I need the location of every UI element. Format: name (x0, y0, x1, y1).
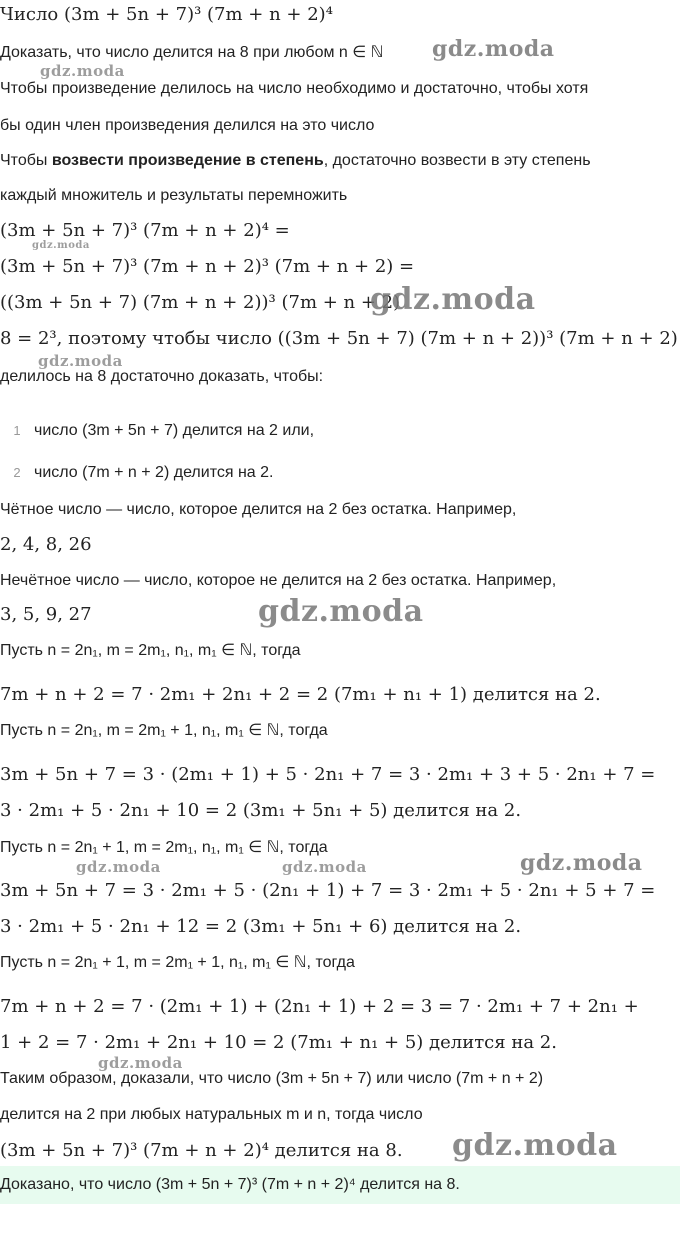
line-odd-def: Нечётное число — число, которое не делится на 2 без остатка. Например, (0, 572, 557, 589)
line-conclusion-1: Таким образом, доказали, что число (3m + 5n + 7) или число (7m + n + 2) (0, 1070, 544, 1087)
line-case-2: Пусть n = 2n₁, m = 2m₁ + 1, n₁, m₁ ∈ ℕ, тогда (0, 722, 328, 739)
watermark-logo: gdz.moda (520, 850, 643, 876)
list-item-2 (0, 462, 680, 484)
line-case-1: Пусть n = 2n₁, m = 2m₁, n₁, m₁ ∈ ℕ, тогда (0, 642, 301, 659)
watermark-logo: gdz.moda (282, 858, 367, 876)
line-problem-expression: Число (3m + 5n + 7)³ (7m + n + 2)⁴ (0, 4, 333, 25)
line-case-1-proof: 7m + n + 2 = 7 · 2m₁ + 2n₁ + 2 = 2 (7m₁ + n₁ + 1) делится на 2. (0, 684, 601, 705)
line-odd-examples: 3, 5, 9, 27 (0, 604, 92, 625)
line-conclusion-2: делится на 2 при любых натуральных m и n, тогда число (0, 1106, 423, 1123)
list-item-text: число (7m + n + 2) делится на 2. (34, 464, 274, 481)
line-task: Доказать, что число делится на 8 при любом n ∈ ℕ (0, 44, 384, 61)
line-case-2-proof-1: 3m + 5n + 7 = 3 · (2m₁ + 1) + 5 · 2n₁ + 7 = 3 · 2m₁ + 3 + 5 · 2n₁ + 7 = (0, 764, 656, 785)
line-conclusion-3: (3m + 5n + 7)³ (7m + n + 2)⁴ делится на 8. (0, 1140, 403, 1161)
line-power-rule (0, 150, 680, 172)
watermark-logo: gdz.moda (258, 594, 424, 629)
list-item-number: 1 (13, 423, 21, 438)
watermark-logo: gdz.moda (98, 1054, 183, 1072)
watermark-logo: gdz.moda (38, 352, 123, 370)
line-even-examples: 2, 4, 8, 26 (0, 534, 92, 555)
line-case-4-proof-2: 1 + 2 = 7 · 2m₁ + 2n₁ + 10 = 2 (7m₁ + n₁ + 5) делится на 2. (0, 1032, 557, 1053)
line-case-2-proof-2: 3 · 2m₁ + 5 · 2n₁ + 10 = 2 (3m₁ + 5n₁ + 5) делится на 2. (0, 800, 522, 821)
line-rule-2: бы один член произведения делился на это число (0, 117, 375, 134)
line-eight-power: 8 = 2³, поэтому чтобы число ((3m + 5n + 7) (7m + n + 2))³ (7m + n + 2) (0, 328, 678, 349)
line-case-3: Пусть n = 2n₁ + 1, m = 2m₁, n₁, m₁ ∈ ℕ, тогда (0, 839, 328, 856)
line-case-4-proof-1: 7m + n + 2 = 7 · (2m₁ + 1) + (2n₁ + 1) + 2 = 3 = 7 · 2m₁ + 7 + 2n₁ + (0, 996, 639, 1017)
line-rule-1: Чтобы произведение делилось на число необходимо и достаточно, чтобы хотя (0, 80, 589, 97)
list-item-text: число (3m + 5n + 7) делится на 2 или, (34, 422, 315, 439)
line-even-def: Чётное число — число, которое делится на 2 без остатка. Например, (0, 501, 517, 518)
power-rule-pre: Чтобы (0, 152, 52, 169)
watermark-logo: gdz.moda (76, 858, 161, 876)
list-item-number: 2 (13, 465, 21, 480)
power-rule-link[interactable]: возвести произведение в степень (51, 152, 324, 169)
line-case-3-proof-1: 3m + 5n + 7 = 3 · 2m₁ + 5 · (2n₁ + 1) + 7 = 3 · 2m₁ + 5 · 2n₁ + 5 + 7 = (0, 880, 656, 901)
line-case-3-proof-2: 3 · 2m₁ + 5 · 2n₁ + 12 = 2 (3m₁ + 5n₁ + 6) делится на 2. (0, 916, 522, 937)
line-enough-to-prove: делилось на 8 достаточно доказать, чтобы: (0, 368, 324, 385)
list-item-1 (0, 420, 680, 442)
line-case-4: Пусть n = 2n₁ + 1, m = 2m₁ + 1, n₁, m₁ ∈ ℕ, тогда (0, 954, 355, 971)
line-expansion-2: (3m + 5n + 7)³ (7m + n + 2)³ (7m + n + 2) = (0, 256, 415, 277)
watermark-logo: gdz.moda (370, 282, 536, 317)
watermark-logo: gdz.moda (452, 1128, 618, 1163)
watermark-logo: gdz.moda (32, 240, 90, 251)
watermark-logo: gdz.moda (40, 62, 125, 80)
result-banner: Доказано, что число (3m + 5n + 7)³ (7m + n + 2)⁴ делится на 8. (0, 1166, 680, 1204)
line-expansion-1: (3m + 5n + 7)³ (7m + n + 2)⁴ = (0, 220, 290, 241)
line-expansion-3: ((3m + 5n + 7) (7m + n + 2))³ (7m + n + 2) (0, 292, 401, 313)
watermark-logo: gdz.moda (432, 36, 555, 62)
power-rule-post: , достаточно возвести в эту степень (323, 152, 591, 169)
line-power-rule-2: каждый множитель и результаты перемножить (0, 187, 348, 204)
